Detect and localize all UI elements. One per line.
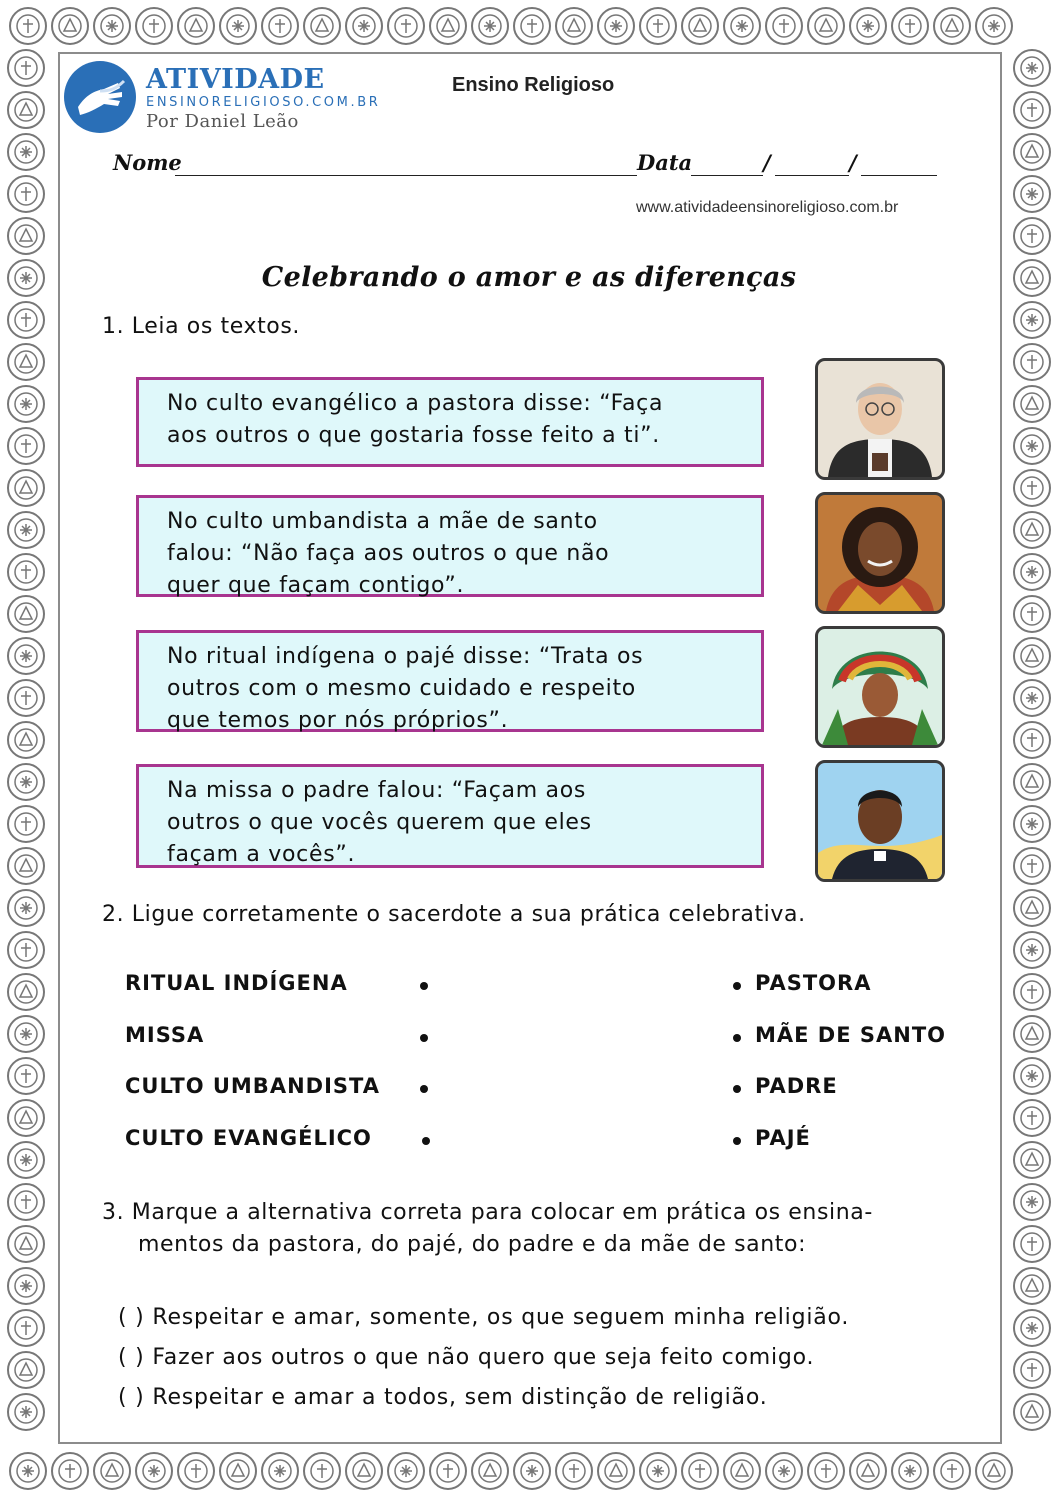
practice-label: MISSA — [125, 1023, 205, 1047]
practice-label: CULTO EVANGÉLICO — [125, 1126, 372, 1150]
logo-author: Por Daniel Leão — [146, 111, 299, 132]
text-line: falou: “Não faça aos outros o que não — [167, 541, 610, 566]
practice-label: RITUAL INDÍGENA — [125, 971, 348, 995]
mae-de-santo-portrait — [815, 492, 945, 614]
subject-label: Ensino Religioso — [452, 74, 615, 96]
text-line: No culto evangélico a pastora disse: “Faça — [167, 391, 664, 416]
pastor-portrait — [815, 358, 945, 480]
logo-url: ENSINORELIGIOSO.COM.BR — [146, 95, 381, 110]
padre-portrait — [815, 760, 945, 882]
match-dot-left[interactable] — [422, 1137, 430, 1145]
option-1[interactable]: ( ) Respeitar e amar, somente, os que seguem minha religião. — [118, 1305, 850, 1330]
date-year-line[interactable] — [861, 175, 937, 176]
text-line: façam a vocês”. — [167, 842, 356, 867]
date-month-line[interactable] — [775, 175, 849, 176]
paje-portrait — [815, 626, 945, 748]
date-label: Data — [637, 150, 693, 175]
match-dot-right[interactable] — [733, 1137, 741, 1145]
option-3[interactable]: ( ) Respeitar e amar a todos, sem distinção de religião. — [118, 1385, 768, 1410]
name-field-line[interactable] — [175, 175, 637, 176]
text-box-paje — [136, 630, 764, 732]
question-3-prompt-line2: mentos da pastora, do pajé, do padre e da mãe de santo: — [138, 1232, 807, 1257]
match-dot-left[interactable] — [420, 982, 428, 990]
text-box-pastora — [136, 377, 764, 467]
logo-title: ATIVIDADE — [146, 64, 325, 95]
text-line: outros o que vocês querem que eles — [167, 810, 592, 835]
priest-label: MÃE DE SANTO — [755, 1023, 947, 1047]
text-line: No ritual indígena o pajé disse: “Trata os — [167, 644, 644, 669]
priest-label: PADRE — [755, 1074, 838, 1098]
option-2[interactable]: ( ) Fazer aos outros o que não quero que seja feito comigo. — [118, 1345, 815, 1370]
text-line: quer que façam contigo”. — [167, 573, 465, 598]
date-separator: / — [763, 150, 771, 175]
text-box-padre — [136, 764, 764, 868]
practice-label: CULTO UMBANDISTA — [125, 1074, 380, 1098]
match-dot-left[interactable] — [420, 1085, 428, 1093]
text-line: outros com o mesmo cuidado e respeito — [167, 676, 636, 701]
text-line: que temos por nós próprios”. — [167, 708, 509, 733]
site-logo — [64, 58, 394, 138]
match-dot-right[interactable] — [733, 982, 741, 990]
question-1-prompt: 1. Leia os textos. — [102, 314, 301, 339]
name-label: Nome — [113, 150, 182, 175]
question-3-prompt-line1: 3. Marque a alternativa correta para colocar em prática os ensina- — [102, 1200, 873, 1225]
name-date-row — [113, 150, 943, 180]
page-title: Celebrando o amor e as diferenças — [261, 262, 797, 293]
match-dot-right[interactable] — [733, 1034, 741, 1042]
question-2-prompt: 2. Ligue corretamente o sacerdote a sua prática celebrativa. — [102, 902, 806, 927]
date-separator: / — [849, 150, 857, 175]
text-line: Na missa o padre falou: “Façam aos — [167, 778, 587, 803]
match-dot-right[interactable] — [733, 1085, 741, 1093]
site-url: www.atividadeensinoreligioso.com.br — [636, 199, 899, 216]
text-line: No culto umbandista a mãe de santo — [167, 509, 598, 534]
hands-logo-icon — [64, 61, 136, 133]
priest-label: PAJÉ — [755, 1126, 811, 1150]
match-dot-left[interactable] — [420, 1034, 428, 1042]
priest-label: PASTORA — [755, 971, 872, 995]
text-line: aos outros o que gostaria fosse feito a ti”. — [167, 423, 660, 448]
text-box-mae-de-santo — [136, 495, 764, 597]
date-day-line[interactable] — [691, 175, 763, 176]
